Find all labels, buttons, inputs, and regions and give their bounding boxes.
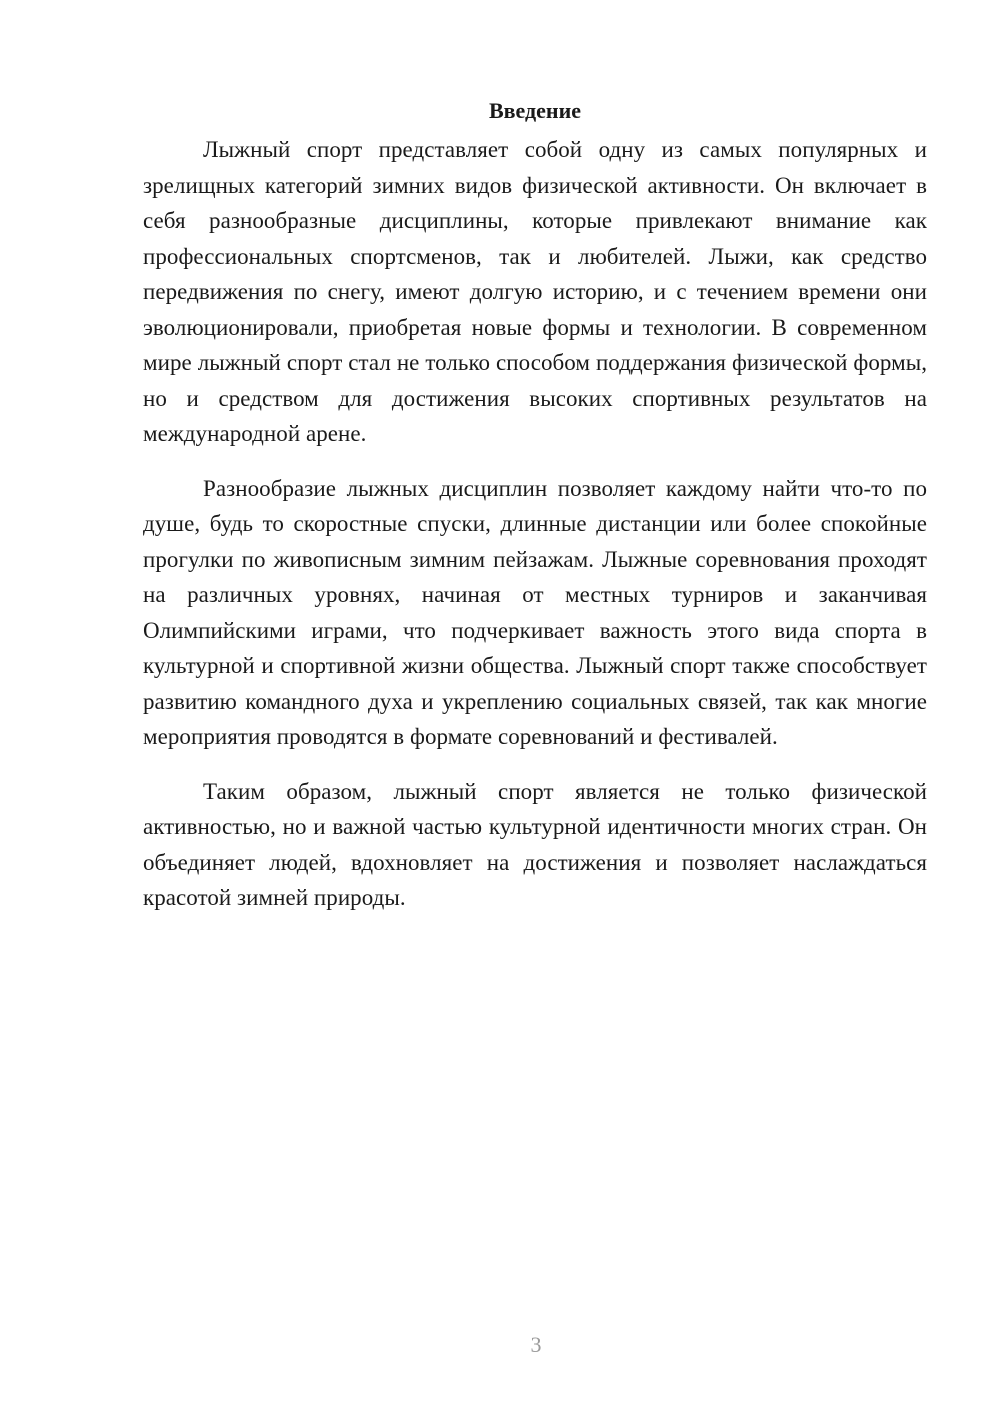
paragraph-3: Таким образом, лыжный спорт является не только физической активностью, но и важной частью культурной идентичности многих стран. Он объединяет людей, вдохновляет на достижения и позволяет наслаждаться красотой зимней природы. xyxy=(143,778,927,910)
page-number: 3 xyxy=(530,1332,542,1357)
document-body xyxy=(143,94,927,935)
paragraph-2: Разнообразие лыжных дисциплин позволяет каждому найти что-то по душе, будь то скоростные спуски, длинные дистанции или более спокойные прогулки по живописным зимним пейзажам. Лыжные соревнования проходят на различных уровнях, начиная от местных турниров и заканчивая Олимпийскими играми, что подчеркивает важность этого вида спорта в культурной и спортивной жизни общества. Лыжный спорт также способствует развитию командного духа и укреплению социальных связей, так как многие мероприятия проводятся в формате соревнований и фестивалей. xyxy=(143,475,927,749)
paragraph-1: Лыжный спорт представляет собой одну из самых популярных и зрелищных категорий зимних видов физической активности. Он включает в себя разнообразные дисциплины, которые привлекают внимание как профессиональных спортсменов, так и любителей. Лыжи, как средство передвижения по снегу, имеют долгую историю, и с течением времени они эволюционировали, приобретая новые формы и технологии. В современном мире лыжный спорт стал не только способом поддержания физической формы, но и средством для достижения высоких спортивных результатов на международной арене. xyxy=(143,137,927,446)
section-heading: Введение xyxy=(488,98,582,123)
